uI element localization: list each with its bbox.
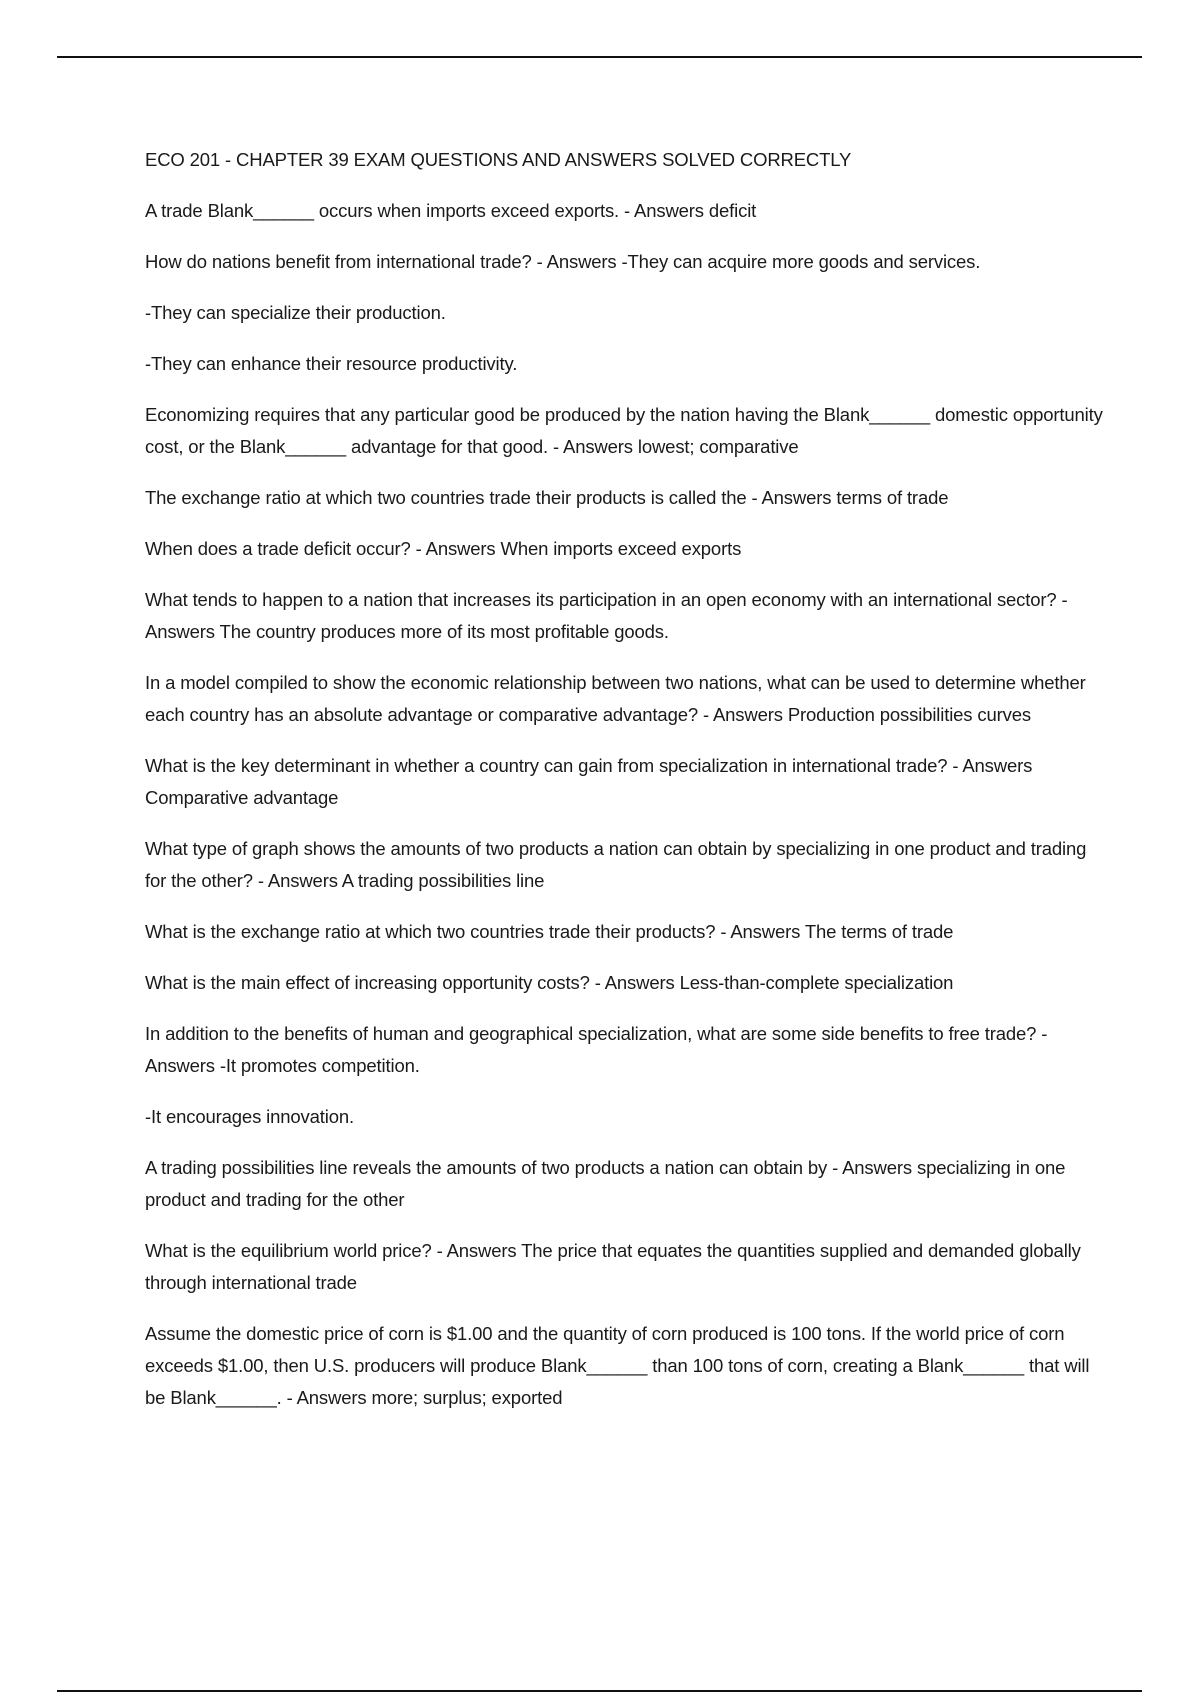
qa-paragraph: What is the main effect of increasing opportunity costs? - Answers Less-than-complete specialization (145, 972, 954, 993)
qa-paragraph: What is the equilibrium world price? - Answers The price that equates the quantities supplied and demanded globally through international trade (145, 1240, 1081, 1293)
qa-paragraph: When does a trade deficit occur? - Answers When imports exceed exports (145, 538, 742, 559)
qa-paragraph: In a model compiled to show the economic relationship between two nations, what can be used to determine whether each country has an absolute advantage or comparative advantage? - Answers Production possibilities curves (145, 672, 1086, 725)
qa-paragraph: What type of graph shows the amounts of two products a nation can obtain by specializing in one product and trading for the other? - Answers A trading possibilities line (145, 838, 1087, 891)
top-rule (57, 56, 1142, 58)
document-title: ECO 201 - CHAPTER 39 EXAM QUESTIONS AND ANSWERS SOLVED CORRECTLY (145, 149, 852, 170)
qa-paragraph: -They can specialize their production. (145, 302, 446, 323)
qa-paragraph: What tends to happen to a nation that increases its participation in an open economy with an international sector? - Answers The country produces more of its most profitable goods. (145, 589, 1068, 642)
qa-paragraph: -They can enhance their resource productivity. (145, 353, 518, 374)
qa-paragraph: A trade Blank______ occurs when imports exceed exports. - Answers deficit (145, 200, 757, 221)
qa-paragraph: In addition to the benefits of human and geographical specialization, what are some side benefits to free trade? - Answers -It promotes competition. (145, 1023, 1048, 1076)
qa-paragraph: Economizing requires that any particular good be produced by the nation having the Blank______ domestic opportunity cost, or the Blank______ advantage for that good. - Answers lowest; comparative (145, 404, 1103, 457)
qa-paragraph: -It encourages innovation. (145, 1106, 354, 1127)
qa-paragraph: Assume the domestic price of corn is $1.00 and the quantity of corn produced is 100 tons. If the world price of corn exceeds $1.00, then U.S. producers will produce Blank______ than 100 tons of corn, creating a Blank______ that will be Blank______. - Answers more; surplus; exported (145, 1323, 1090, 1408)
qa-paragraph: What is the exchange ratio at which two countries trade their products? - Answers The terms of trade (145, 921, 954, 942)
qa-paragraph: A trading possibilities line reveals the amounts of two products a nation can obtain by - Answers specializing in one product and trading for the other (145, 1157, 1066, 1210)
qa-paragraph: What is the key determinant in whether a country can gain from specialization in international trade? - Answers Comparative advantage (145, 755, 1033, 808)
bottom-rule (57, 1690, 1142, 1692)
document-body (145, 144, 1105, 1433)
qa-paragraph: The exchange ratio at which two countries trade their products is called the - Answers terms of trade (145, 487, 949, 508)
qa-paragraph: How do nations benefit from international trade? - Answers -They can acquire more goods and services. (145, 251, 981, 272)
